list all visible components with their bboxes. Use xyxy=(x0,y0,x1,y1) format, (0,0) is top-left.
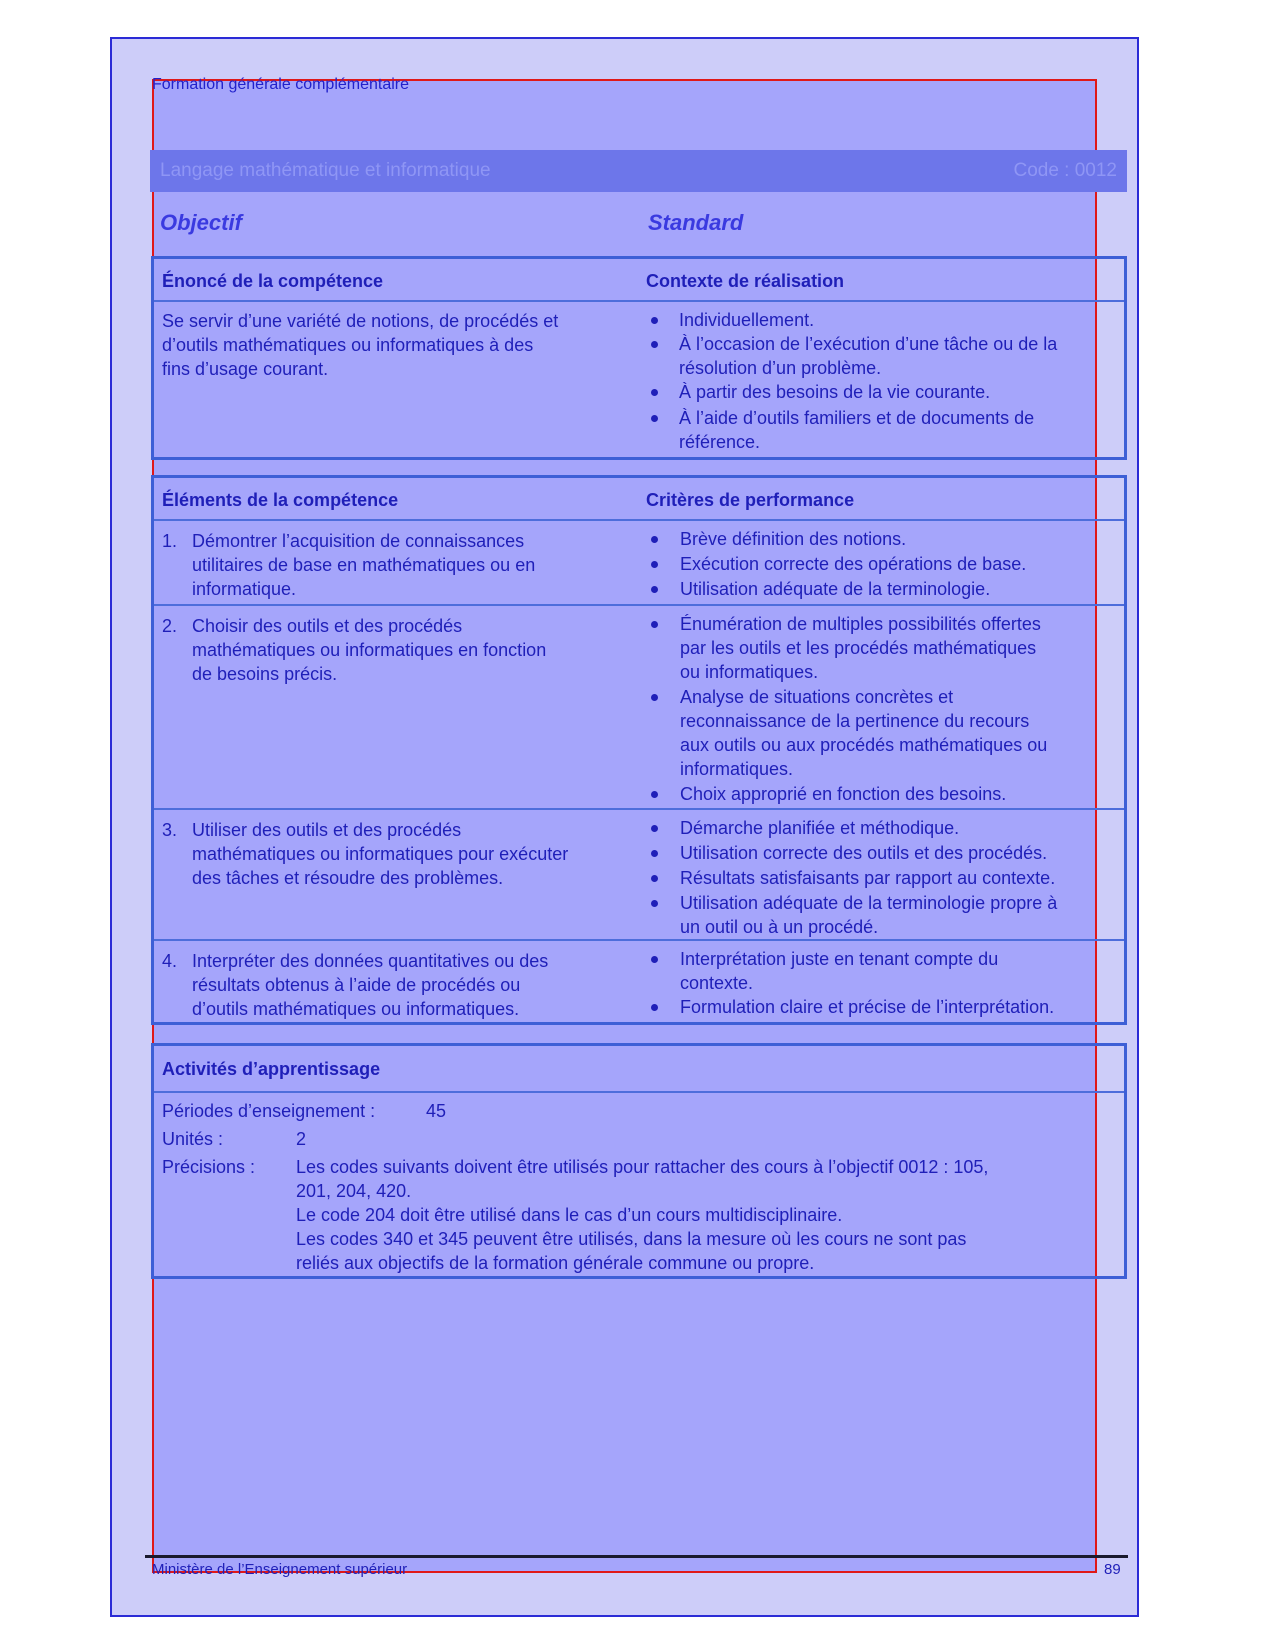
element-line: mathématiques ou informatiques pour exécuter xyxy=(192,844,569,864)
critere-line: informatiques. xyxy=(680,759,794,779)
critere-line: Énumération de multiples possibilités offertes xyxy=(680,614,1041,634)
element-row-2 xyxy=(154,606,1124,810)
contexte-line: résolution d’un problème. xyxy=(679,358,882,378)
precisions-line: reliés aux objectifs de la formation générale commune ou propre. xyxy=(296,1253,815,1273)
critere-line: Utilisation adéquate de la terminologie propre à xyxy=(680,893,1058,913)
critere-line: Démarche planifiée et méthodique. xyxy=(680,818,960,838)
element-line: de besoins précis. xyxy=(192,664,338,684)
objective-code: Code : 0012 xyxy=(1013,160,1117,181)
unites-label: Unités : xyxy=(162,1129,224,1149)
precisions-line: Le code 204 doit être utilisé dans le cas d’un cours multidisciplinaire. xyxy=(296,1205,843,1225)
critere-line: par les outils et les procédés mathématiques xyxy=(680,638,1037,658)
element-line: Interpréter des données quantitatives ou des xyxy=(192,951,549,971)
bullet xyxy=(651,825,658,832)
enonce-line: fins d’usage courant. xyxy=(162,359,329,379)
element-line: Choisir des outils et des procédés xyxy=(192,616,463,636)
periodes-value: 45 xyxy=(426,1101,447,1121)
contexte-line: référence. xyxy=(679,432,761,452)
element-line: mathématiques ou informatiques en fonction xyxy=(192,640,547,660)
contexte-line: À l’occasion de l’exécution d’une tâche ou de la xyxy=(679,334,1058,354)
critere-line: contexte. xyxy=(680,973,754,993)
footer-ministry: Ministère de l’Enseignement supérieur xyxy=(152,1561,408,1578)
bullet xyxy=(651,415,658,422)
critere-line: Choix approprié en fonction des besoins. xyxy=(680,784,1007,804)
contexte-line: À l’aide d’outils familiers et de documents de xyxy=(679,408,1035,428)
element-line: des tâches et résoudre des problèmes. xyxy=(192,868,504,888)
competence-row xyxy=(154,302,1124,454)
objectif-heading: Objectif xyxy=(160,210,242,235)
precisions-label: Précisions : xyxy=(162,1157,256,1177)
criteres-heading: Critères de performance xyxy=(646,490,855,510)
bullet xyxy=(651,850,658,857)
bullet xyxy=(651,389,658,396)
title-bar xyxy=(150,150,1127,192)
element-line: résultats obtenus à l’aide de procédés ou xyxy=(192,975,521,995)
bullet xyxy=(651,956,658,963)
element-line: d’outils mathématiques ou informatiques. xyxy=(192,999,520,1019)
activites-header xyxy=(154,1046,1124,1093)
bullet xyxy=(651,536,658,543)
element-line: informatique. xyxy=(192,579,297,599)
element-line: Démontrer l’acquisition de connaissances xyxy=(192,531,525,551)
critere-line: Formulation claire et précise de l’interprétation. xyxy=(680,997,1055,1017)
bullet xyxy=(651,694,658,701)
element-number: 2. xyxy=(162,616,178,636)
precisions-line: Les codes 340 et 345 peuvent être utilisés, dans la mesure où les cours ne sont pas xyxy=(296,1229,967,1249)
elements-header xyxy=(154,478,1124,521)
critere-line: aux outils ou aux procédés mathématiques ou xyxy=(680,735,1048,755)
element-row-4 xyxy=(154,941,1124,1023)
activites-section xyxy=(151,1043,1127,1279)
bullet xyxy=(651,561,658,568)
contexte-line: À partir des besoins de la vie courante. xyxy=(679,382,991,402)
footer-rule xyxy=(145,1555,1128,1558)
bullet xyxy=(651,317,658,324)
bullet xyxy=(651,586,658,593)
element-number: 1. xyxy=(162,531,178,551)
standard-heading: Standard xyxy=(648,210,744,235)
critere-line: Utilisation correcte des outils et des procédés. xyxy=(680,843,1048,863)
bullet xyxy=(651,900,658,907)
critere-line: Analyse de situations concrètes et xyxy=(680,687,954,707)
elements-heading: Éléments de la compétence xyxy=(162,490,399,510)
competence-header xyxy=(154,259,1124,302)
critere-line: reconnaissance de la pertinence du recours xyxy=(680,711,1030,731)
critere-line: Résultats satisfaisants par rapport au contexte. xyxy=(680,868,1056,888)
contexte-line: Individuellement. xyxy=(679,310,815,330)
critere-line: Utilisation adéquate de la terminologie. xyxy=(680,579,991,599)
critere-line: Exécution correcte des opérations de base. xyxy=(680,554,1027,574)
competence-section xyxy=(151,256,1127,460)
critere-line: un outil ou à un procédé. xyxy=(680,917,879,937)
precisions-line: Les codes suivants doivent être utilisés pour rattacher des cours à l’objectif 0012 : 105, xyxy=(296,1157,989,1177)
precisions-line: 201, 204, 420. xyxy=(296,1181,412,1201)
elements-section xyxy=(151,475,1127,1025)
element-number: 4. xyxy=(162,951,178,971)
contexte-heading: Contexte de réalisation xyxy=(646,271,845,291)
critere-line: Interprétation juste en tenant compte du xyxy=(680,949,999,969)
bullet xyxy=(651,791,658,798)
objective-title: Langage mathématique et informatique xyxy=(160,160,491,181)
enonce-line: d’outils mathématiques ou informatiques à des xyxy=(162,335,534,355)
activites-body xyxy=(154,1093,1124,1275)
enonce-heading: Énoncé de la compétence xyxy=(162,271,384,291)
page-number: 89 xyxy=(1104,1561,1121,1578)
bullet xyxy=(651,875,658,882)
unites-value: 2 xyxy=(296,1129,307,1149)
critere-line: ou informatiques. xyxy=(680,662,819,682)
element-row-3 xyxy=(154,810,1124,941)
periodes-label: Périodes d’enseignement : xyxy=(162,1101,376,1121)
critere-line: Brève définition des notions. xyxy=(680,529,907,549)
element-line: Utiliser des outils et des procédés xyxy=(192,820,462,840)
activites-heading: Activités d’apprentissage xyxy=(162,1059,381,1079)
bullet xyxy=(651,341,658,348)
enonce-line: Se servir d’une variété de notions, de procédés et xyxy=(162,311,559,331)
bullet xyxy=(651,1004,658,1011)
bullet xyxy=(651,621,658,628)
element-number: 3. xyxy=(162,820,178,840)
running-head: Formation générale complémentaire xyxy=(152,76,410,93)
element-line: utilitaires de base en mathématiques ou en xyxy=(192,555,536,575)
element-row-1 xyxy=(154,521,1124,606)
